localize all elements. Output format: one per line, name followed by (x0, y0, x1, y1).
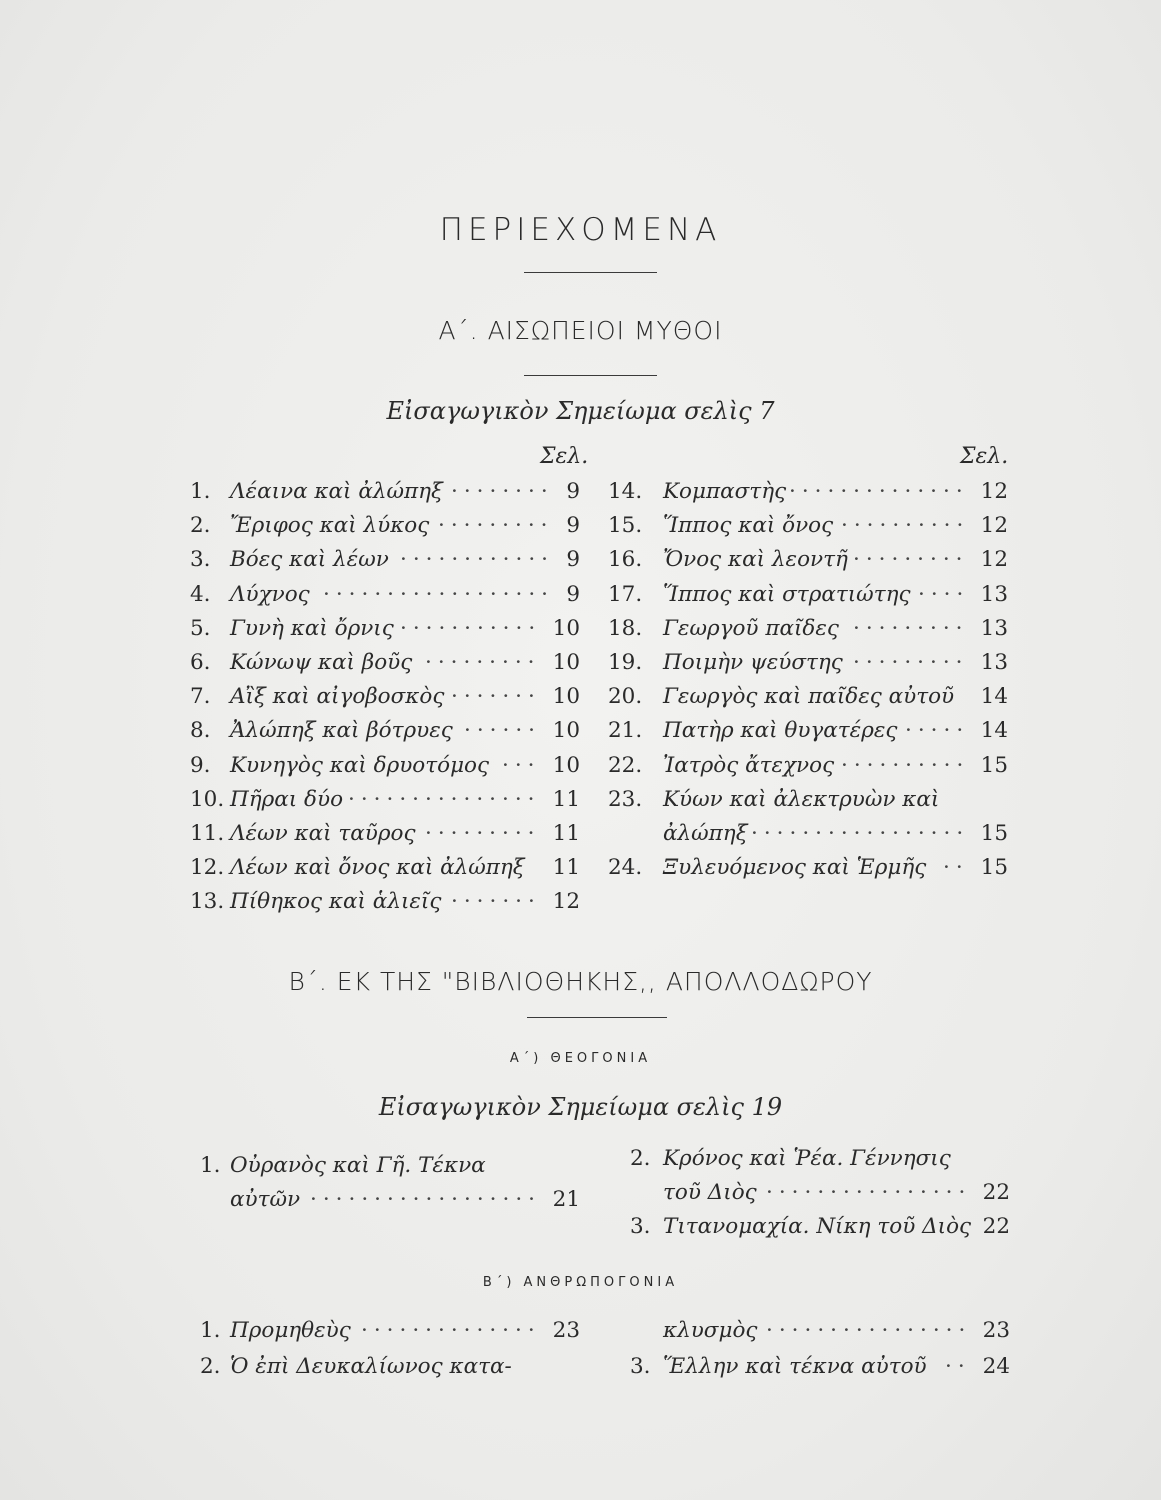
dot-leader: ········· (438, 513, 554, 539)
dot-leader: ········· (853, 547, 969, 573)
toc-entry (608, 787, 1008, 821)
entry-title: Ἔριφος καὶ λύκος (230, 513, 430, 539)
entry-page-number: 10 (552, 718, 580, 744)
entry-title: Ἀλώπηξ καὶ βότρυες (230, 718, 453, 744)
entry-number: 9. (190, 752, 211, 778)
entry-page-number: 10 (552, 650, 580, 675)
page-title: ΠΕΡΙΕΧΟΜΕΝΑ (439, 212, 722, 248)
entry-number: 23. (608, 786, 643, 812)
dot-leader: ················ (766, 1318, 972, 1343)
toc-entry (200, 1187, 580, 1221)
toc-entry (190, 787, 580, 821)
anthropogony-heading: Β΄) ΑΝΘΡΩΠΟΓΟΝΙΑ (482, 1275, 679, 1290)
entry-number: 4. (190, 581, 211, 607)
entry-title: Τιτανομαχία. Νίκη τοῦ Διὸς (663, 1214, 972, 1239)
part-a-intro-note: Εἰσαγωγικὸν Σημείωμα σελὶς 7 (386, 397, 775, 425)
entry-page-number: 15 (980, 752, 1008, 778)
entry-title: Ἕλλην καὶ τέκνα αὐτοῦ (663, 1354, 927, 1379)
entry-title: ἀλώπηξ (663, 821, 748, 846)
entry-title: κλυσμὸς (663, 1318, 758, 1343)
entry-title: Κώνωψ καὶ βοῦς (230, 650, 413, 675)
entry-number: 12. (190, 855, 225, 881)
toc-entry (190, 718, 580, 752)
entry-number: 17. (608, 581, 643, 607)
dot-leader: ················· (751, 821, 970, 846)
entry-number: 22. (608, 752, 643, 778)
entry-title: τοῦ Διὸς (663, 1180, 757, 1205)
entry-number: 2. (190, 513, 211, 539)
theogony-intro-note: Εἰσαγωγικὸν Σημείωμα σελὶς 19 (378, 1093, 783, 1121)
entry-page-number: 10 (552, 752, 580, 778)
entry-page-number: 13 (980, 615, 1008, 641)
toc-entry (200, 1318, 580, 1352)
entry-number: 1. (200, 1318, 221, 1343)
dot-leader: ······ (464, 718, 542, 744)
left-column-page-header: Σελ. (540, 444, 589, 469)
entry-number: 19. (608, 650, 643, 675)
entry-number: 18. (608, 615, 643, 641)
dot-leader: ······· (451, 684, 541, 710)
toc-entry (608, 547, 1008, 581)
toc-entry (190, 479, 580, 513)
dot-leader: ·········· (841, 513, 970, 539)
toc-entry (608, 855, 1008, 889)
entry-page-number: 13 (980, 581, 1008, 607)
entry-title: Γεωργὸς καὶ παῖδες αὐτοῦ (663, 684, 955, 710)
entry-page-number: 12 (980, 547, 1008, 573)
dot-leader: ········· (853, 615, 969, 641)
toc-entry (190, 855, 580, 889)
entry-number: 3. (630, 1354, 651, 1379)
toc-entry (190, 889, 580, 923)
entry-number: 24. (608, 855, 643, 881)
part-a-rule (524, 375, 657, 376)
dot-leader: ········ (451, 479, 554, 504)
entry-title: Κομπαστὴς (663, 479, 787, 504)
dot-leader: ··········· (400, 615, 542, 641)
entry-title: Βόες καὶ λέων (230, 547, 389, 573)
toc-entry (608, 821, 1008, 855)
entry-number: 3. (630, 1214, 651, 1239)
dot-leader: ·············· (789, 479, 969, 504)
toc-entry (190, 582, 580, 616)
entry-page-number: 10 (552, 684, 580, 710)
dot-leader: ················ (766, 1180, 972, 1205)
toc-entry (630, 1146, 1010, 1180)
entry-page-number: 11 (552, 855, 580, 881)
dot-leader: ·············· (361, 1318, 541, 1343)
entry-page-number: 10 (552, 615, 580, 641)
entry-page-number: 24 (982, 1354, 1010, 1379)
entry-number: 10. (190, 786, 225, 812)
toc-entry (608, 616, 1008, 650)
dot-leader: ·········· (841, 752, 970, 778)
toc-entry (630, 1354, 1010, 1388)
toc-entry (190, 753, 580, 787)
entry-number: 1. (190, 479, 211, 504)
entry-number: 14. (608, 479, 643, 504)
toc-entry (608, 513, 1008, 547)
toc-entry (608, 650, 1008, 684)
entry-title: Οὐρανὸς καὶ Γῆ. Τέκνα (230, 1153, 486, 1178)
entry-number: 1. (200, 1153, 221, 1178)
dot-leader: ·· (943, 855, 969, 881)
entry-page-number: 21 (552, 1187, 580, 1212)
entry-page-number: 14 (980, 718, 1008, 744)
entry-number: 8. (190, 718, 211, 744)
right-column-page-header: Σελ. (960, 444, 1009, 469)
part-b-rule (527, 1017, 667, 1018)
entry-title: Αἲξ καὶ αἰγοβοσκὸς (230, 684, 445, 710)
theogony-heading: Α΄) ΘΕΟΓΟΝΙΑ (509, 1051, 652, 1066)
entry-page-number: 9 (566, 479, 580, 504)
dot-leader: ········· (425, 650, 541, 675)
entry-title: Ξυλευόμενος καὶ Ἑρμῆς (663, 855, 927, 881)
entry-page-number: 22 (982, 1180, 1010, 1205)
part-b-title: Β΄. ΕΚ ΤΗΣ "ΒΙΒΛΙΟΘΗΚΗΣ,, ΑΠΟΛΛΟΔΩΡΟΥ (288, 967, 873, 996)
entry-number: 15. (608, 513, 643, 539)
toc-entry (190, 616, 580, 650)
entry-title: Λέων καὶ ταῦρος (230, 821, 416, 846)
entry-page-number: 11 (552, 821, 580, 846)
dot-leader: ·· (945, 1354, 971, 1379)
entry-page-number: 15 (980, 855, 1008, 881)
toc-entry (608, 684, 1008, 718)
entry-title: Γυνὴ καὶ ὄρνις (230, 615, 394, 641)
entry-title: Προμηθεὺς (230, 1318, 351, 1343)
entry-page-number: 13 (980, 650, 1008, 675)
part-a-title: Α΄. ΑΙΣΩΠΕΙΟΙ ΜΥΘΟΙ (438, 316, 723, 345)
entry-page-number: 11 (552, 786, 580, 812)
dot-leader: ··· (502, 752, 541, 778)
entry-title: αὐτῶν (230, 1187, 301, 1212)
dot-leader: ···· (918, 581, 970, 607)
dot-leader: ············ (400, 547, 555, 573)
dot-leader: ·················· (310, 1187, 542, 1212)
entry-number: 6. (190, 650, 211, 675)
dot-leader: ····· (905, 718, 970, 744)
entry-number: 3. (190, 547, 211, 573)
entry-page-number: 9 (566, 581, 580, 607)
entry-page-number: 9 (566, 547, 580, 573)
entry-number: 7. (190, 684, 211, 710)
entry-number: 16. (608, 547, 643, 573)
entry-number: 21. (608, 718, 643, 744)
entry-number: 5. (190, 615, 211, 641)
entry-page-number: 12 (980, 479, 1008, 504)
entry-title: Ὁ ἐπὶ Δευκαλίωνος κατα- (230, 1354, 512, 1379)
entry-number: 20. (608, 684, 643, 710)
dot-leader: ········· (425, 821, 541, 846)
entry-title: Κρόνος καὶ Ῥέα. Γέννησις (663, 1146, 951, 1171)
entry-page-number: 15 (980, 821, 1008, 846)
toc-entry (608, 718, 1008, 752)
entry-page-number: 9 (566, 513, 580, 539)
entry-page-number: 23 (982, 1318, 1010, 1343)
toc-entry (608, 582, 1008, 616)
toc-entry (190, 821, 580, 855)
entry-number: 13. (190, 889, 225, 915)
entry-page-number: 14 (980, 684, 1008, 710)
toc-entry (630, 1318, 1010, 1352)
toc-entry (190, 547, 580, 581)
toc-entry (200, 1153, 580, 1187)
entry-title: Πίθηκος καὶ ἁλιεῖς (230, 889, 442, 915)
entry-title: Ἵππος καὶ στρατιώτης (663, 581, 911, 607)
entry-page-number: 12 (980, 513, 1008, 539)
entry-page-number: 22 (982, 1214, 1010, 1239)
entry-title: Πατὴρ καὶ θυγατέρες (663, 718, 898, 744)
toc-entry (190, 513, 580, 547)
entry-title: Κυνηγὸς καὶ δρυοτόμος (230, 752, 490, 778)
entry-number: 2. (200, 1354, 221, 1379)
toc-entry (608, 479, 1008, 513)
toc-entry (630, 1214, 1010, 1248)
entry-title: Πῆραι δύο (230, 786, 344, 812)
entry-number: 2. (630, 1146, 651, 1171)
toc-entry (608, 753, 1008, 787)
dot-leader: ········· (853, 650, 969, 675)
entry-title: Λέων καὶ ὄνος καὶ ἀλώπηξ (230, 855, 525, 881)
entry-number: 11. (190, 821, 225, 846)
entry-title: Λύχνος (230, 581, 310, 607)
dot-leader: ··············· (348, 786, 541, 812)
entry-title: Ποιμὴν ψεύστης (663, 650, 843, 675)
dot-leader: ······· (451, 889, 541, 915)
title-rule (524, 272, 657, 273)
toc-entry (190, 684, 580, 718)
entry-page-number: 12 (552, 889, 580, 915)
dot-leader: ·················· (323, 581, 555, 607)
toc-entry (190, 650, 580, 684)
entry-title: Λέαινα καὶ ἀλώπηξ (230, 479, 443, 504)
entry-page-number: 23 (552, 1318, 580, 1343)
entry-title: Κύων καὶ ἀλεκτρυὼν καὶ (663, 786, 940, 812)
entry-title: Ὄνος καὶ λεοντῆ (663, 547, 848, 573)
entry-title: Ἵππος καὶ ὄνος (663, 513, 834, 539)
entry-title: Γεωργοῦ παῖδες (663, 615, 839, 641)
entry-title: Ἰατρὸς ἄτεχνος (663, 752, 835, 778)
toc-entry (630, 1180, 1010, 1214)
toc-entry (200, 1354, 580, 1388)
